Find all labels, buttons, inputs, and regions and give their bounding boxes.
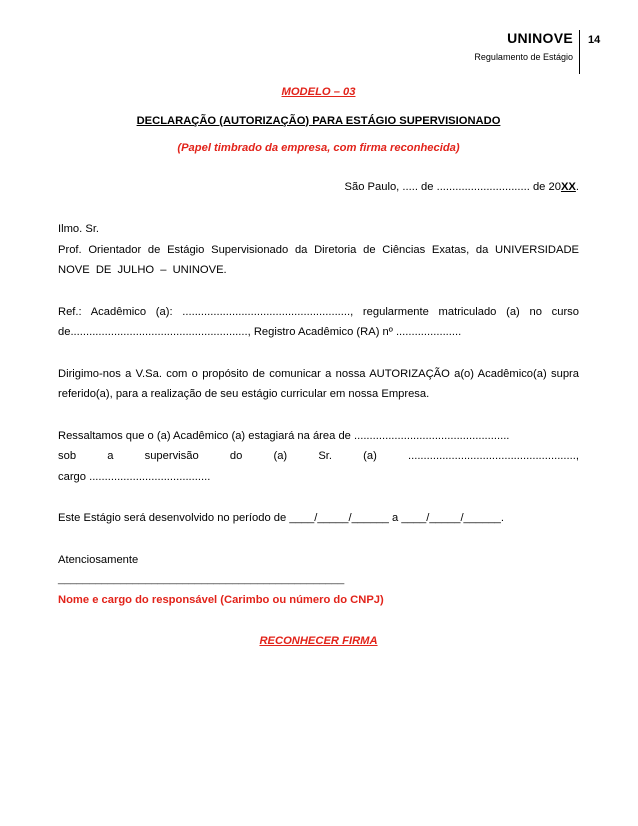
reference: Ref.: Acadêmico (a): ......................................................, regularmente matriculado (a) no curso de........................................................., Registro Acadêmico (RA) nº ..................... <box>58 305 579 338</box>
document-body <box>58 78 579 651</box>
word: (a) <box>363 450 377 462</box>
recognize-signature: RECONHECER FIRMA <box>259 634 378 647</box>
word: ......................................................, <box>408 450 579 462</box>
word: a <box>107 450 114 462</box>
date-end: . <box>575 180 579 193</box>
word: (a) <box>273 450 288 462</box>
authorization-paragraph: Dirigimo-nos a V.Sa. com o propósito de comunicar a nossa AUTORIZAÇÃO a(o) Acadêmico(a) supra referido(a), para a realização de seu estágio curricular em nossa Empresa. <box>58 367 579 400</box>
word: Sr. <box>318 450 332 462</box>
closing: Atenciosamente <box>58 553 139 566</box>
header-title: UNINOVE <box>507 30 573 46</box>
page-header <box>474 30 580 74</box>
word: do <box>229 450 243 462</box>
supervision-line <box>58 446 579 467</box>
salutation: Ilmo. Sr. <box>58 223 100 235</box>
recipient: Prof. Orientador de Estágio Supervisionado da Diretoria de Ciências Exatas, da UNIVERSIDADE NOVE DE JULHO – UNINOVE. <box>58 243 579 276</box>
signature-line: ______________________________________________ <box>58 573 345 585</box>
word: supervisão <box>144 450 199 462</box>
model-label: MODELO – 03 <box>281 86 356 98</box>
letterhead-note: (Papel timbrado da empresa, com firma reconhecida) <box>177 142 460 154</box>
cargo-line: cargo ....................................... <box>58 470 211 483</box>
page-number: 14 <box>588 34 601 46</box>
date-text: São Paulo, ..... de .............................. de 20 <box>344 180 561 193</box>
date-year: XX <box>560 180 576 193</box>
word: sob <box>58 450 77 462</box>
document-heading: DECLARAÇÃO (AUTORIZAÇÃO) PARA ESTÁGIO SUPERVISIONADO <box>136 114 501 127</box>
header-subtitle: Regulamento de Estágio <box>474 52 573 62</box>
signature-label: Nome e cargo do responsável (Carimbo ou número do CNPJ) <box>58 594 384 606</box>
date-line <box>58 177 579 198</box>
area-line: Ressaltamos que o (a) Acadêmico (a) estagiará na área de .................................................. <box>58 429 510 442</box>
period-line: Este Estágio será desenvolvido no período de ____/_____/______ a ____/_____/______. <box>58 512 504 524</box>
